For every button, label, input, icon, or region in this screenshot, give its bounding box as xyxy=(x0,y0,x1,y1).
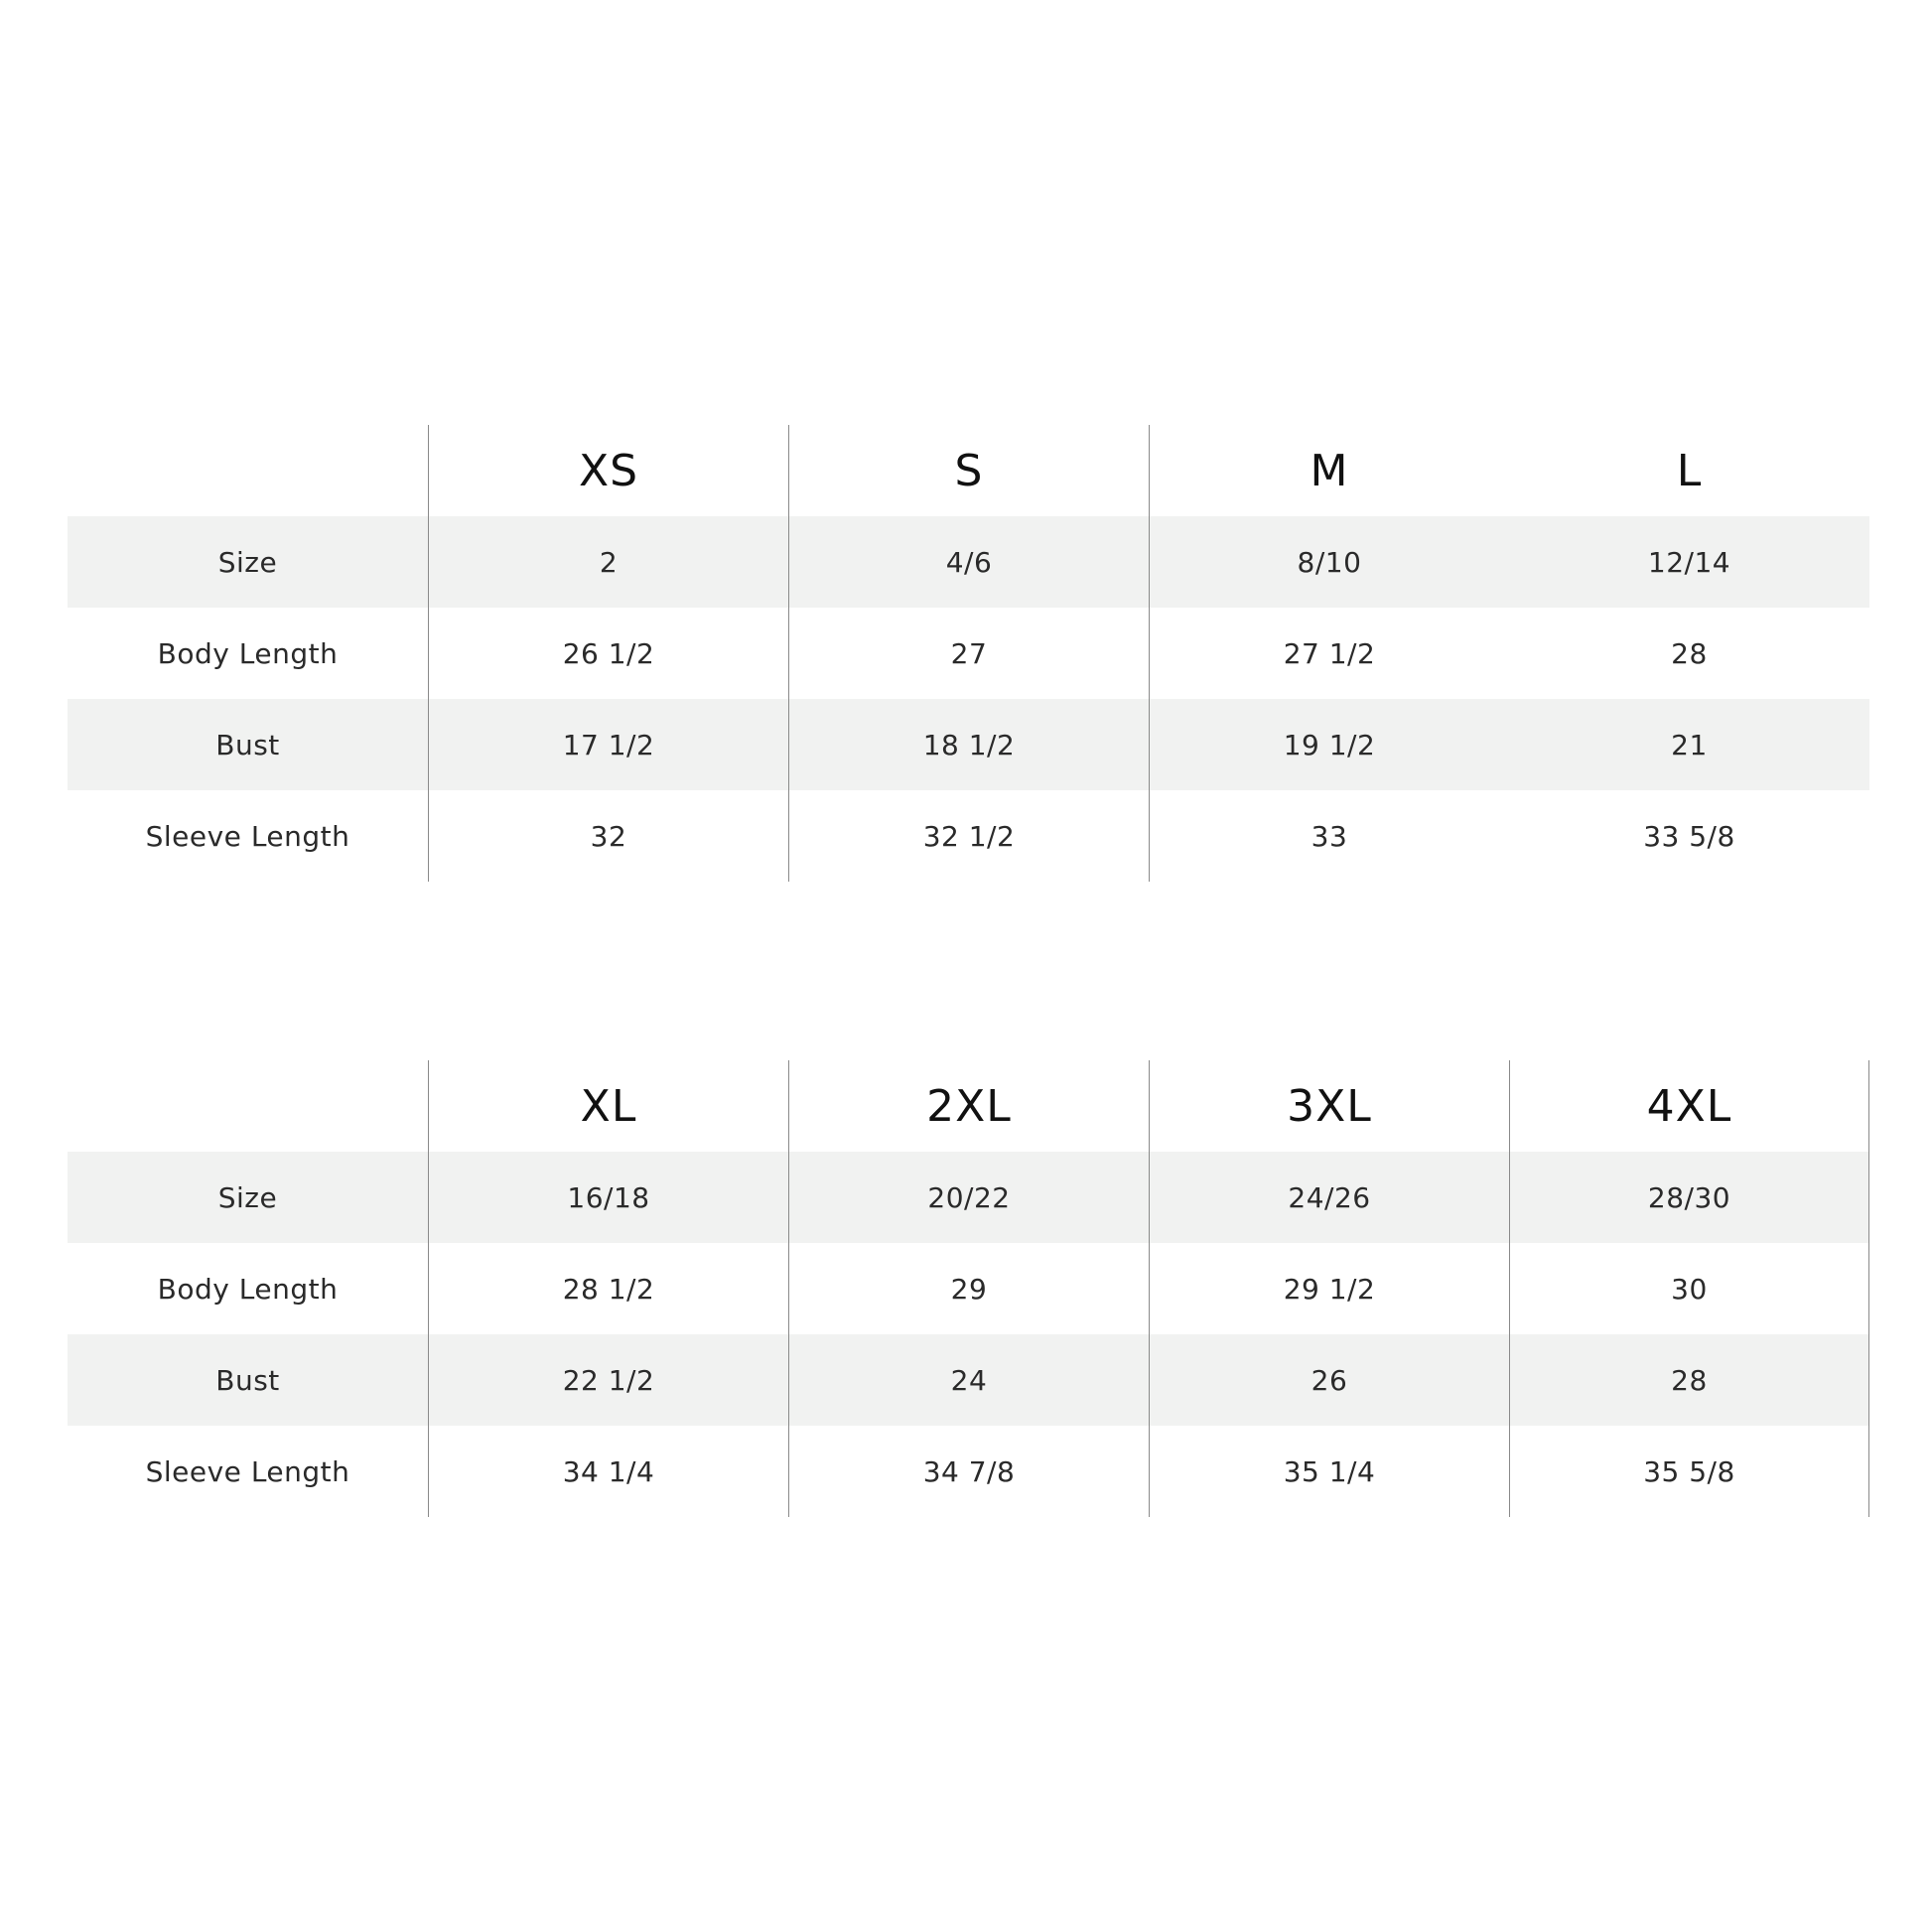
value-cell: 30 xyxy=(1509,1243,1869,1334)
table-row-sleeve-length xyxy=(68,1426,1869,1517)
row-label-size: Size xyxy=(217,1180,278,1214)
size-chart-table-1 xyxy=(68,425,1869,882)
value-cell: 32 1/2 xyxy=(788,790,1149,882)
row-label-bust: Bust xyxy=(215,728,280,761)
table-row-sleeve-length xyxy=(68,790,1869,882)
row-label-sleeve-length: Sleeve Length xyxy=(145,1454,350,1488)
row-label-bust: Bust xyxy=(215,1363,280,1397)
value-cell: 24 xyxy=(788,1334,1149,1426)
size-header-3xl: 3XL xyxy=(1149,1060,1509,1152)
value-cell: 21 xyxy=(1671,728,1708,761)
row-label-size: Size xyxy=(217,545,278,579)
size-chart-table-2 xyxy=(68,1060,1869,1517)
value-cell: 26 xyxy=(1149,1334,1509,1426)
table-row-size xyxy=(68,516,1869,608)
value-cell: 29 1/2 xyxy=(1149,1243,1509,1334)
value-cell: 16/18 xyxy=(428,1152,788,1243)
value-cell: 35 1/4 xyxy=(1149,1426,1509,1517)
value-cell: 19 1/2 xyxy=(1149,699,1509,790)
size-header-2xl: 2XL xyxy=(788,1060,1149,1152)
row-label-body-length: Body Length xyxy=(157,636,339,670)
value-cell: 4/6 xyxy=(788,516,1149,608)
value-cell: 27 1/2 xyxy=(1149,608,1509,699)
size-header-s: S xyxy=(788,425,1149,516)
value-cell: 34 1/4 xyxy=(428,1426,788,1517)
value-cell: 2 xyxy=(428,516,788,608)
value-cell: 12/14 xyxy=(1647,545,1731,579)
value-cell: 28 1/2 xyxy=(428,1243,788,1334)
table-row-body-length xyxy=(68,1243,1869,1334)
value-cell: 22 1/2 xyxy=(428,1334,788,1426)
size-header-row xyxy=(68,1060,1869,1152)
value-cell: 26 1/2 xyxy=(428,608,788,699)
size-header-row xyxy=(68,425,1869,516)
value-cell: 17 1/2 xyxy=(428,699,788,790)
value-cell: 18 1/2 xyxy=(788,699,1149,790)
value-cell: 35 5/8 xyxy=(1509,1426,1869,1517)
value-cell: 28/30 xyxy=(1509,1152,1869,1243)
table-row-size xyxy=(68,1152,1869,1243)
value-cell: 28 xyxy=(1509,1334,1869,1426)
value-cell: 32 xyxy=(428,790,788,882)
size-header-xs: XS xyxy=(428,425,788,516)
size-header-m: M xyxy=(1149,425,1509,516)
value-cell: 27 xyxy=(788,608,1149,699)
value-cell: 29 xyxy=(788,1243,1149,1334)
size-header-xl: XL xyxy=(428,1060,788,1152)
row-label-sleeve-length: Sleeve Length xyxy=(145,819,350,853)
value-cell: 28 xyxy=(1671,636,1708,670)
header-blank-cell xyxy=(68,1060,428,1152)
table-row-bust xyxy=(68,699,1869,790)
header-blank-cell xyxy=(68,425,428,516)
table-row-body-length xyxy=(68,608,1869,699)
value-cell: 33 xyxy=(1149,790,1509,882)
value-cell: 24/26 xyxy=(1149,1152,1509,1243)
size-header-l: L xyxy=(1676,445,1703,496)
value-cell: 33 5/8 xyxy=(1643,819,1735,853)
value-cell: 34 7/8 xyxy=(788,1426,1149,1517)
table-row-bust xyxy=(68,1334,1869,1426)
value-cell: 8/10 xyxy=(1149,516,1509,608)
row-label-body-length: Body Length xyxy=(157,1272,339,1306)
value-cell: 20/22 xyxy=(788,1152,1149,1243)
size-header-4xl: 4XL xyxy=(1509,1060,1869,1152)
